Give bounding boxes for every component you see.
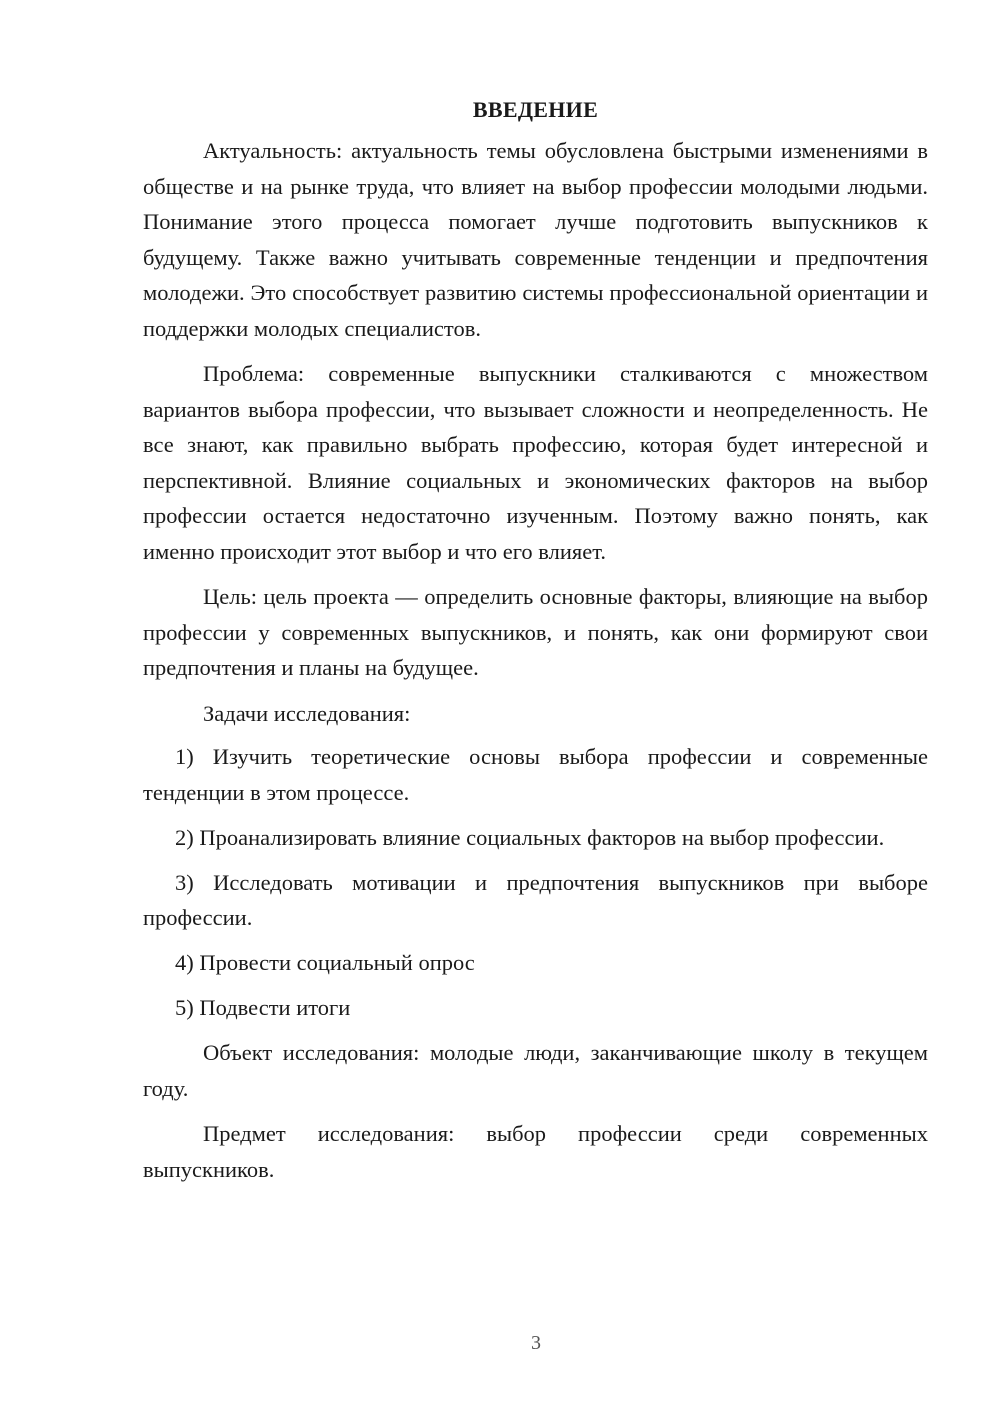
relevance-paragraph: Актуальность: актуальность темы обусловлена быстрыми изменениями в обществе и на рынке труда, что влияет на выбор профессии молодыми людьми. Понимание этого процесса помогает лучше подготовить выпускников к будущему. Также важно учитывать современные тенденции и предпочтения молодежи. Это способствует развитию системы профессиональной ориентации и поддержки молодых специалистов. xyxy=(143,138,928,341)
task-item-5: 5) Подвести итоги xyxy=(175,995,351,1020)
problem-paragraph: Проблема: современные выпускники сталкиваются с множеством вариантов выбора профессии, что вызывает сложности и неопределенность. Не все знают, как правильно выбрать профессию, которая будет интересной и перспективной. Влияние социальных и экономических факторов на выбор профессии остается недостаточно изученным. Поэтому важно понять, как именно происходит этот выбор и что его влияет. xyxy=(143,361,928,564)
page-number: 3 xyxy=(531,1332,541,1354)
object-paragraph: Объект исследования: молодые люди, заканчивающие школу в текущем году. xyxy=(143,1040,928,1101)
tasks-heading: Задачи исследования: xyxy=(203,700,411,726)
tasks-list xyxy=(143,739,928,1026)
task-item-4: 4) Провести социальный опрос xyxy=(175,950,475,975)
task-item-1: 1) Изучить теоретические основы выбора профессии и современные тенденции в этом процессе. xyxy=(143,744,928,805)
task-item-2: 2) Проанализировать влияние социальных факторов на выбор профессии. xyxy=(175,824,885,850)
document-page xyxy=(143,90,928,1197)
task-item-3: 3) Исследовать мотивации и предпочтения выпускников при выборе профессии. xyxy=(143,869,928,930)
subject-paragraph: Предмет исследования: выбор профессии среди современных выпускников. xyxy=(143,1121,928,1182)
section-title: ВВЕДЕНИЕ xyxy=(472,97,599,122)
goal-paragraph: Цель: цель проекта — определить основные факторы, влияющие на выбор профессии у современных выпускников, и понять, как они формируют свои предпочтения и планы на будущее. xyxy=(143,584,928,680)
